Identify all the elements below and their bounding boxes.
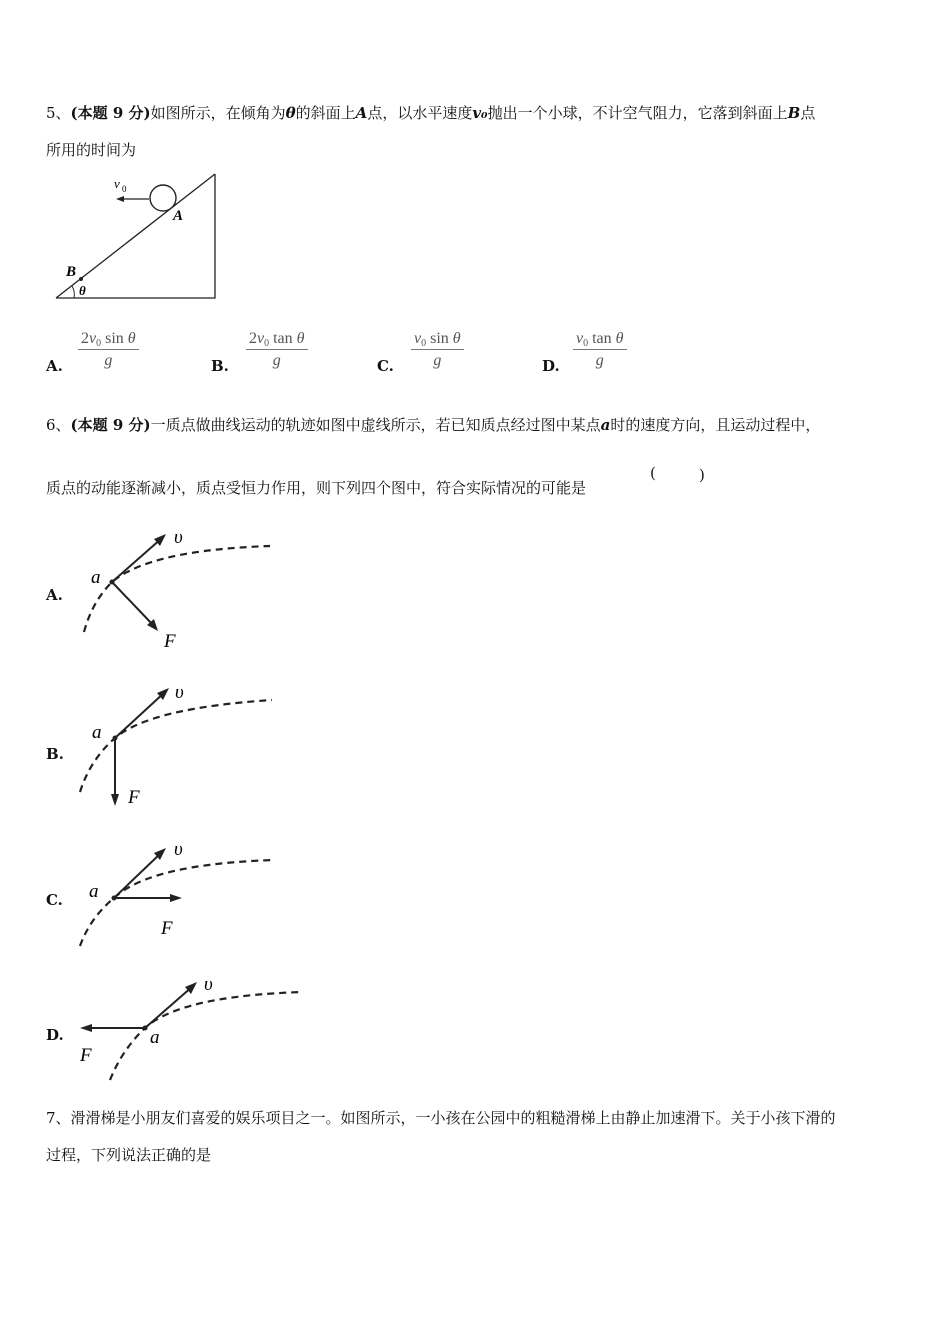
q5-point-b: B — [787, 104, 801, 122]
q6-text: 一质点做曲线运动的轨迹如图中虚线所示，若已知质点经过图中某点 — [150, 416, 601, 434]
q6-point-a: a — [600, 416, 611, 434]
q5-text: 点，以水平速度 — [367, 104, 473, 122]
q6-option-c-figure[interactable] — [70, 838, 280, 953]
q6-answer-paren-close: ) — [699, 466, 705, 484]
label-v: υ — [174, 527, 183, 548]
num-v: v — [576, 330, 584, 347]
num-theta: θ — [615, 330, 624, 347]
label-a: a — [92, 722, 102, 743]
q5-incline-figure — [46, 168, 226, 308]
num-sub: 0 — [583, 338, 589, 349]
fig-label-a: A — [173, 208, 184, 224]
label-a: a — [89, 881, 99, 902]
q5-point-a: A — [355, 104, 368, 122]
q5-option-d-label[interactable]: D. — [542, 357, 560, 375]
q5-text: 的斜面上 — [295, 104, 356, 122]
denominator: g — [433, 352, 442, 369]
fig-label-v0: v — [114, 176, 120, 191]
q6-option-a-figure[interactable] — [70, 520, 280, 655]
num-theta: θ — [127, 330, 136, 347]
denominator: g — [104, 352, 113, 369]
q5-text: 如图所示，在倾角为 — [150, 104, 286, 122]
q6-option-b-figure[interactable] — [70, 676, 280, 816]
num-fn: tan — [588, 330, 616, 347]
label-v: υ — [204, 974, 213, 995]
fig-label-theta: θ — [79, 283, 86, 298]
num-coef: 2 — [81, 330, 89, 347]
label-v: υ — [174, 839, 183, 860]
q6-number: 6、 — [46, 416, 71, 434]
label-a: a — [91, 567, 101, 588]
num-fn: tan — [269, 330, 297, 347]
denominator: g — [595, 352, 604, 369]
label-v: υ — [175, 682, 184, 703]
q6-option-c-label[interactable]: C. — [46, 891, 63, 909]
q6-stem-line2: 质点的动能逐渐减小，质点受恒力作用，则下列四个图中，符合实际情况的可能是 — [46, 479, 587, 497]
q6-option-a-label[interactable]: A. — [46, 586, 63, 604]
num-fn: sin — [426, 330, 453, 347]
force-arrowhead-icon — [170, 894, 182, 902]
q5-v0: v₀ — [472, 104, 488, 122]
q5-text: 点 — [800, 104, 816, 122]
num-theta: θ — [452, 330, 461, 347]
q6-option-d-label[interactable]: D. — [46, 1026, 64, 1044]
num-sub: 0 — [96, 338, 102, 349]
q6-option-b-label[interactable]: B. — [46, 745, 64, 763]
q7-number: 7、 — [46, 1109, 71, 1127]
label-f: F — [80, 1045, 92, 1066]
q6-text: 时的速度方向，且运动过程中， — [610, 416, 821, 434]
q5-number: 5、 — [46, 104, 71, 122]
num-sub: 0 — [421, 338, 427, 349]
q6-answer-paren-open: ( — [650, 464, 656, 482]
num-v: v — [414, 330, 422, 347]
q5-option-a-formula[interactable] — [78, 330, 139, 370]
q5-option-b-label[interactable]: B. — [211, 357, 229, 375]
fig-label-v0-sub: 0 — [122, 184, 127, 194]
q6-option-d-figure[interactable] — [70, 970, 310, 1085]
q7-text: 滑滑梯是小朋友们喜爱的娱乐项目之一。如图所示，一小孩在公园中的粗糙滑梯上由静止加速滑下。关于小孩下滑的 — [70, 1109, 836, 1127]
q5-theta: θ — [285, 104, 296, 122]
denominator: g — [272, 352, 281, 369]
label-a: a — [150, 1027, 160, 1048]
q5-option-a-label[interactable]: A. — [46, 357, 63, 375]
num-theta: θ — [296, 330, 305, 347]
num-coef: 2 — [249, 330, 257, 347]
label-f: F — [161, 918, 173, 939]
q5-tag: (本题 9 分) — [70, 104, 151, 122]
num-sub: 0 — [264, 338, 270, 349]
q5-stem-line2: 所用的时间为 — [46, 141, 137, 159]
label-f: F — [128, 787, 140, 808]
q5-option-b-formula[interactable] — [246, 330, 308, 370]
label-f: F — [164, 631, 176, 652]
num-fn: sin — [101, 330, 128, 347]
force-arrowhead-icon — [111, 794, 119, 806]
q5-stem-line1 — [46, 103, 815, 123]
q5-option-c-formula[interactable] — [411, 330, 464, 370]
force-arrowhead-icon — [80, 1024, 92, 1032]
q5-option-d-formula[interactable] — [573, 330, 627, 370]
q6-tag: (本题 9 分) — [70, 416, 151, 434]
num-v: v — [257, 330, 265, 347]
fig-label-b: B — [66, 264, 77, 280]
num-v: v — [89, 330, 97, 347]
q5-text: 抛出一个小球，不计空气阻力，它落到斜面上 — [487, 104, 788, 122]
q7-stem-line1 — [46, 1108, 836, 1128]
q7-stem-line2: 过程，下列说法正确的是 — [46, 1146, 212, 1164]
q6-stem-line1 — [46, 415, 820, 435]
q5-option-c-label[interactable]: C. — [377, 357, 394, 375]
